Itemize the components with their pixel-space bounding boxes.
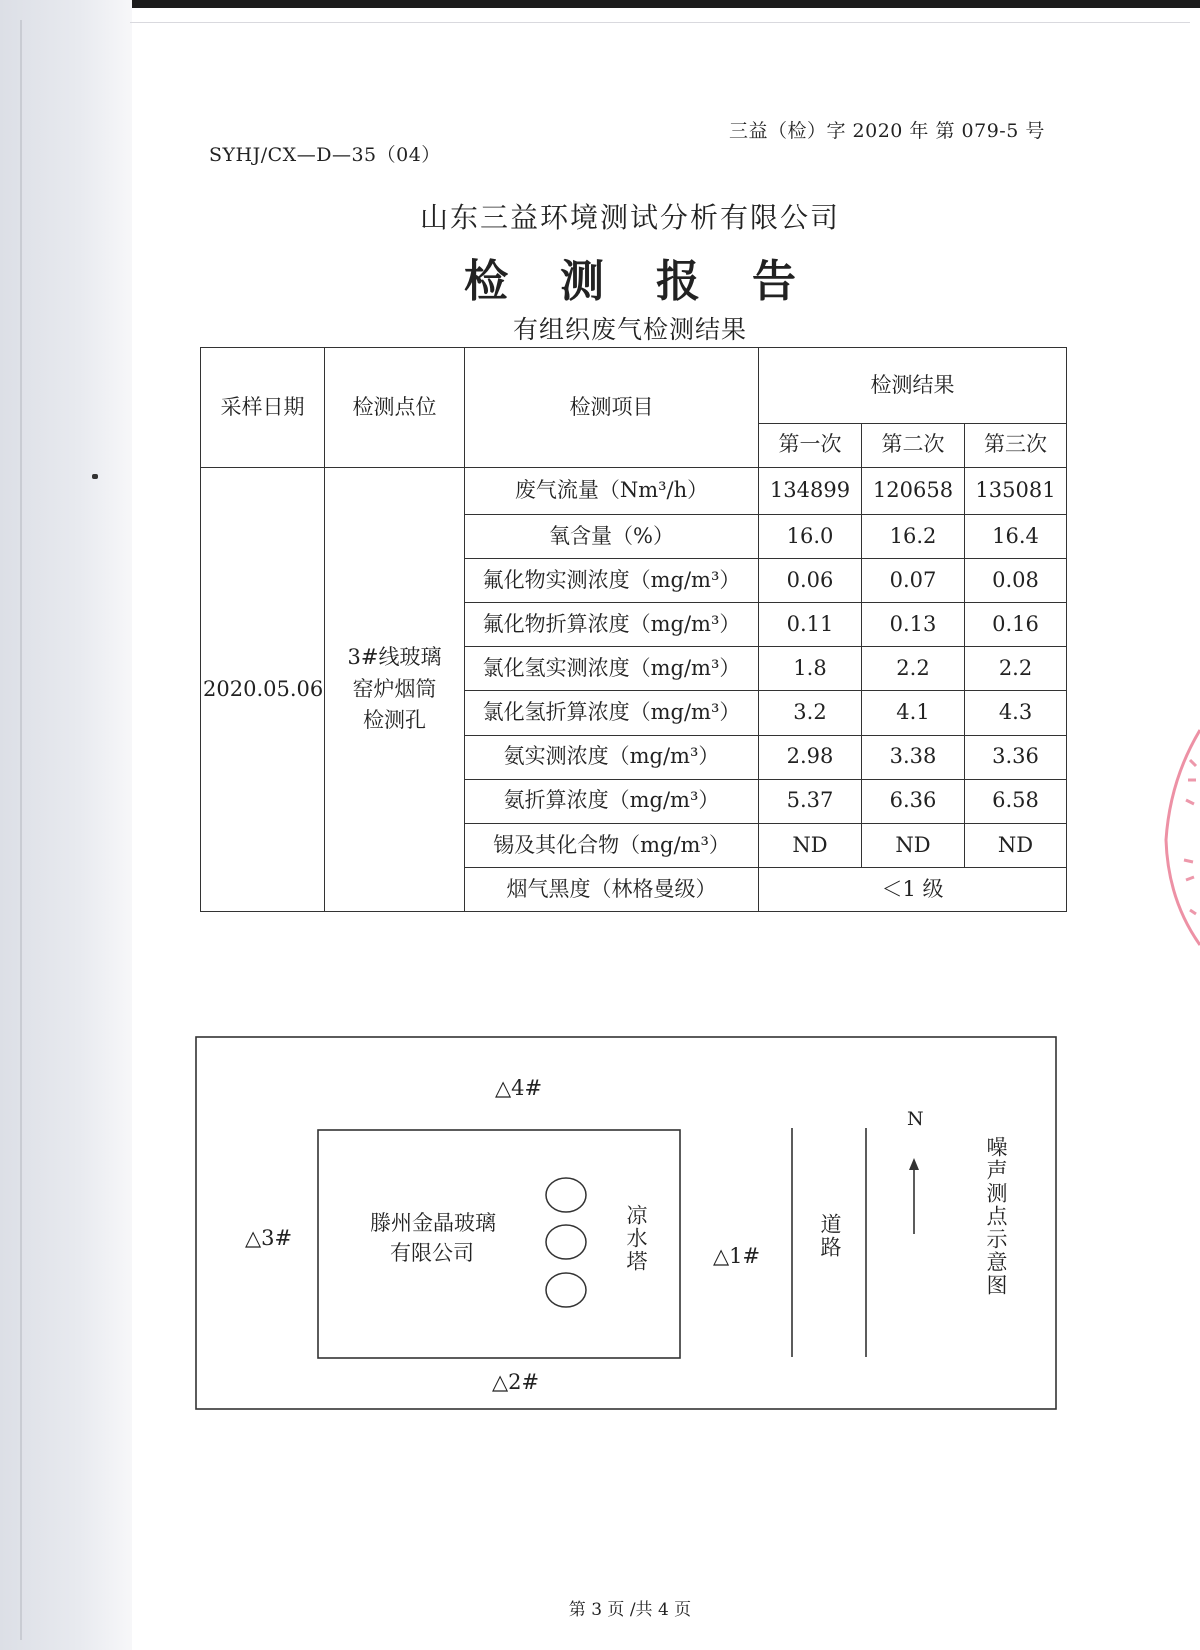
cooling-tower-label: 凉水塔 [624, 1204, 648, 1273]
item-cell: 烟气黑度（林格曼级） [465, 867, 759, 911]
scan-speck [92, 474, 98, 479]
item-cell: 氨折算浓度（mg/m³） [465, 779, 759, 823]
value-cell: 2.98 [759, 735, 862, 779]
header-run-2: 第二次 [862, 423, 965, 467]
cooling-tower-circle [546, 1225, 586, 1259]
test-point-line: 窑炉烟筒 [352, 676, 437, 701]
item-cell: 氯化氢实测浓度（mg/m³） [465, 647, 759, 691]
value-cell: 134899 [759, 467, 862, 514]
company-label-line2: 有限公司 [390, 1241, 474, 1265]
value-cell: 4.3 [965, 691, 1067, 735]
report-title: 检测报告 [464, 256, 848, 307]
north-label: N [907, 1108, 924, 1130]
value-cell: 5.37 [759, 779, 862, 823]
header-sampling-date: 采样日期 [201, 348, 325, 468]
value-cell: 3.2 [759, 691, 862, 735]
test-point-line: 检测孔 [363, 708, 426, 733]
item-cell: 氯化氢折算浓度（mg/m³） [465, 691, 759, 735]
value-cell: 0.06 [759, 559, 862, 603]
value-cell: ND [862, 823, 965, 867]
value-cell: ND [759, 823, 862, 867]
page-number: 第 3 页 /共 4 页 [568, 1600, 692, 1620]
value-cell: 4.1 [862, 691, 965, 735]
item-cell: 氨实测浓度（mg/m³） [465, 735, 759, 779]
results-table [200, 347, 1067, 912]
sampling-date-cell: 2020.05.06 [201, 467, 325, 911]
value-cell: 16.4 [965, 514, 1067, 558]
header-test-result: 检测结果 [759, 348, 1067, 424]
value-cell: 135081 [965, 467, 1067, 514]
report-subtitle: 有组织废气检测结果 [512, 315, 747, 344]
value-cell: 2.2 [965, 647, 1067, 691]
company-label-line1: 滕州金晶玻璃 [370, 1211, 496, 1235]
item-cell: 氧含量（%） [465, 514, 759, 558]
value-cell: 0.13 [862, 603, 965, 647]
table-header-row [201, 348, 1067, 424]
header-run-3: 第三次 [965, 423, 1067, 467]
value-cell: 16.2 [862, 514, 965, 558]
north-arrow-head [909, 1158, 919, 1170]
item-cell: 废气流量（Nm³/h） [465, 467, 759, 514]
item-cell: 氟化物折算浓度（mg/m³） [465, 603, 759, 647]
value-cell: 0.07 [862, 559, 965, 603]
test-point-cell [325, 467, 465, 911]
road-label: 道路 [818, 1213, 842, 1259]
noise-point-map [195, 1036, 1057, 1410]
header-run-1: 第一次 [759, 423, 862, 467]
table-row [201, 467, 1067, 514]
header-test-point: 检测点位 [325, 348, 465, 468]
noise-point-1: △1# [713, 1244, 761, 1268]
value-cell: 6.58 [965, 779, 1067, 823]
value-cell: 6.36 [862, 779, 965, 823]
smoke-blackness-value: ＜1 级 [759, 867, 1067, 911]
noise-point-2: △2# [492, 1370, 540, 1394]
scan-top-line [130, 22, 1190, 23]
value-cell: 1.8 [759, 647, 862, 691]
cooling-tower-circle [546, 1178, 586, 1212]
scan-top-edge [0, 0, 1200, 8]
map-title: 噪声测点示意图 [984, 1136, 1008, 1297]
value-cell: 0.16 [965, 603, 1067, 647]
value-cell: 0.11 [759, 603, 862, 647]
value-cell: 16.0 [759, 514, 862, 558]
form-code: SYHJ/CX—D—35（04） [209, 144, 441, 166]
value-cell: 3.38 [862, 735, 965, 779]
value-cell: ND [965, 823, 1067, 867]
item-cell: 锡及其化合物（mg/m³） [465, 823, 759, 867]
value-cell: 120658 [862, 467, 965, 514]
company-name: 山东三益环境测试分析有限公司 [419, 201, 840, 234]
document-number: 三益（检）字 2020 年 第 079-5 号 [729, 120, 1045, 142]
cooling-tower-circle [546, 1273, 586, 1307]
value-cell: 2.2 [862, 647, 965, 691]
red-seal-fragment [1160, 720, 1200, 950]
item-cell: 氟化物实测浓度（mg/m³） [465, 559, 759, 603]
test-point-line: 3#线玻璃 [347, 645, 442, 670]
header-test-item: 检测项目 [465, 348, 759, 468]
value-cell: 0.08 [965, 559, 1067, 603]
noise-point-3: △3# [245, 1226, 293, 1250]
value-cell: 3.36 [965, 735, 1067, 779]
noise-point-4: △4# [495, 1076, 543, 1100]
